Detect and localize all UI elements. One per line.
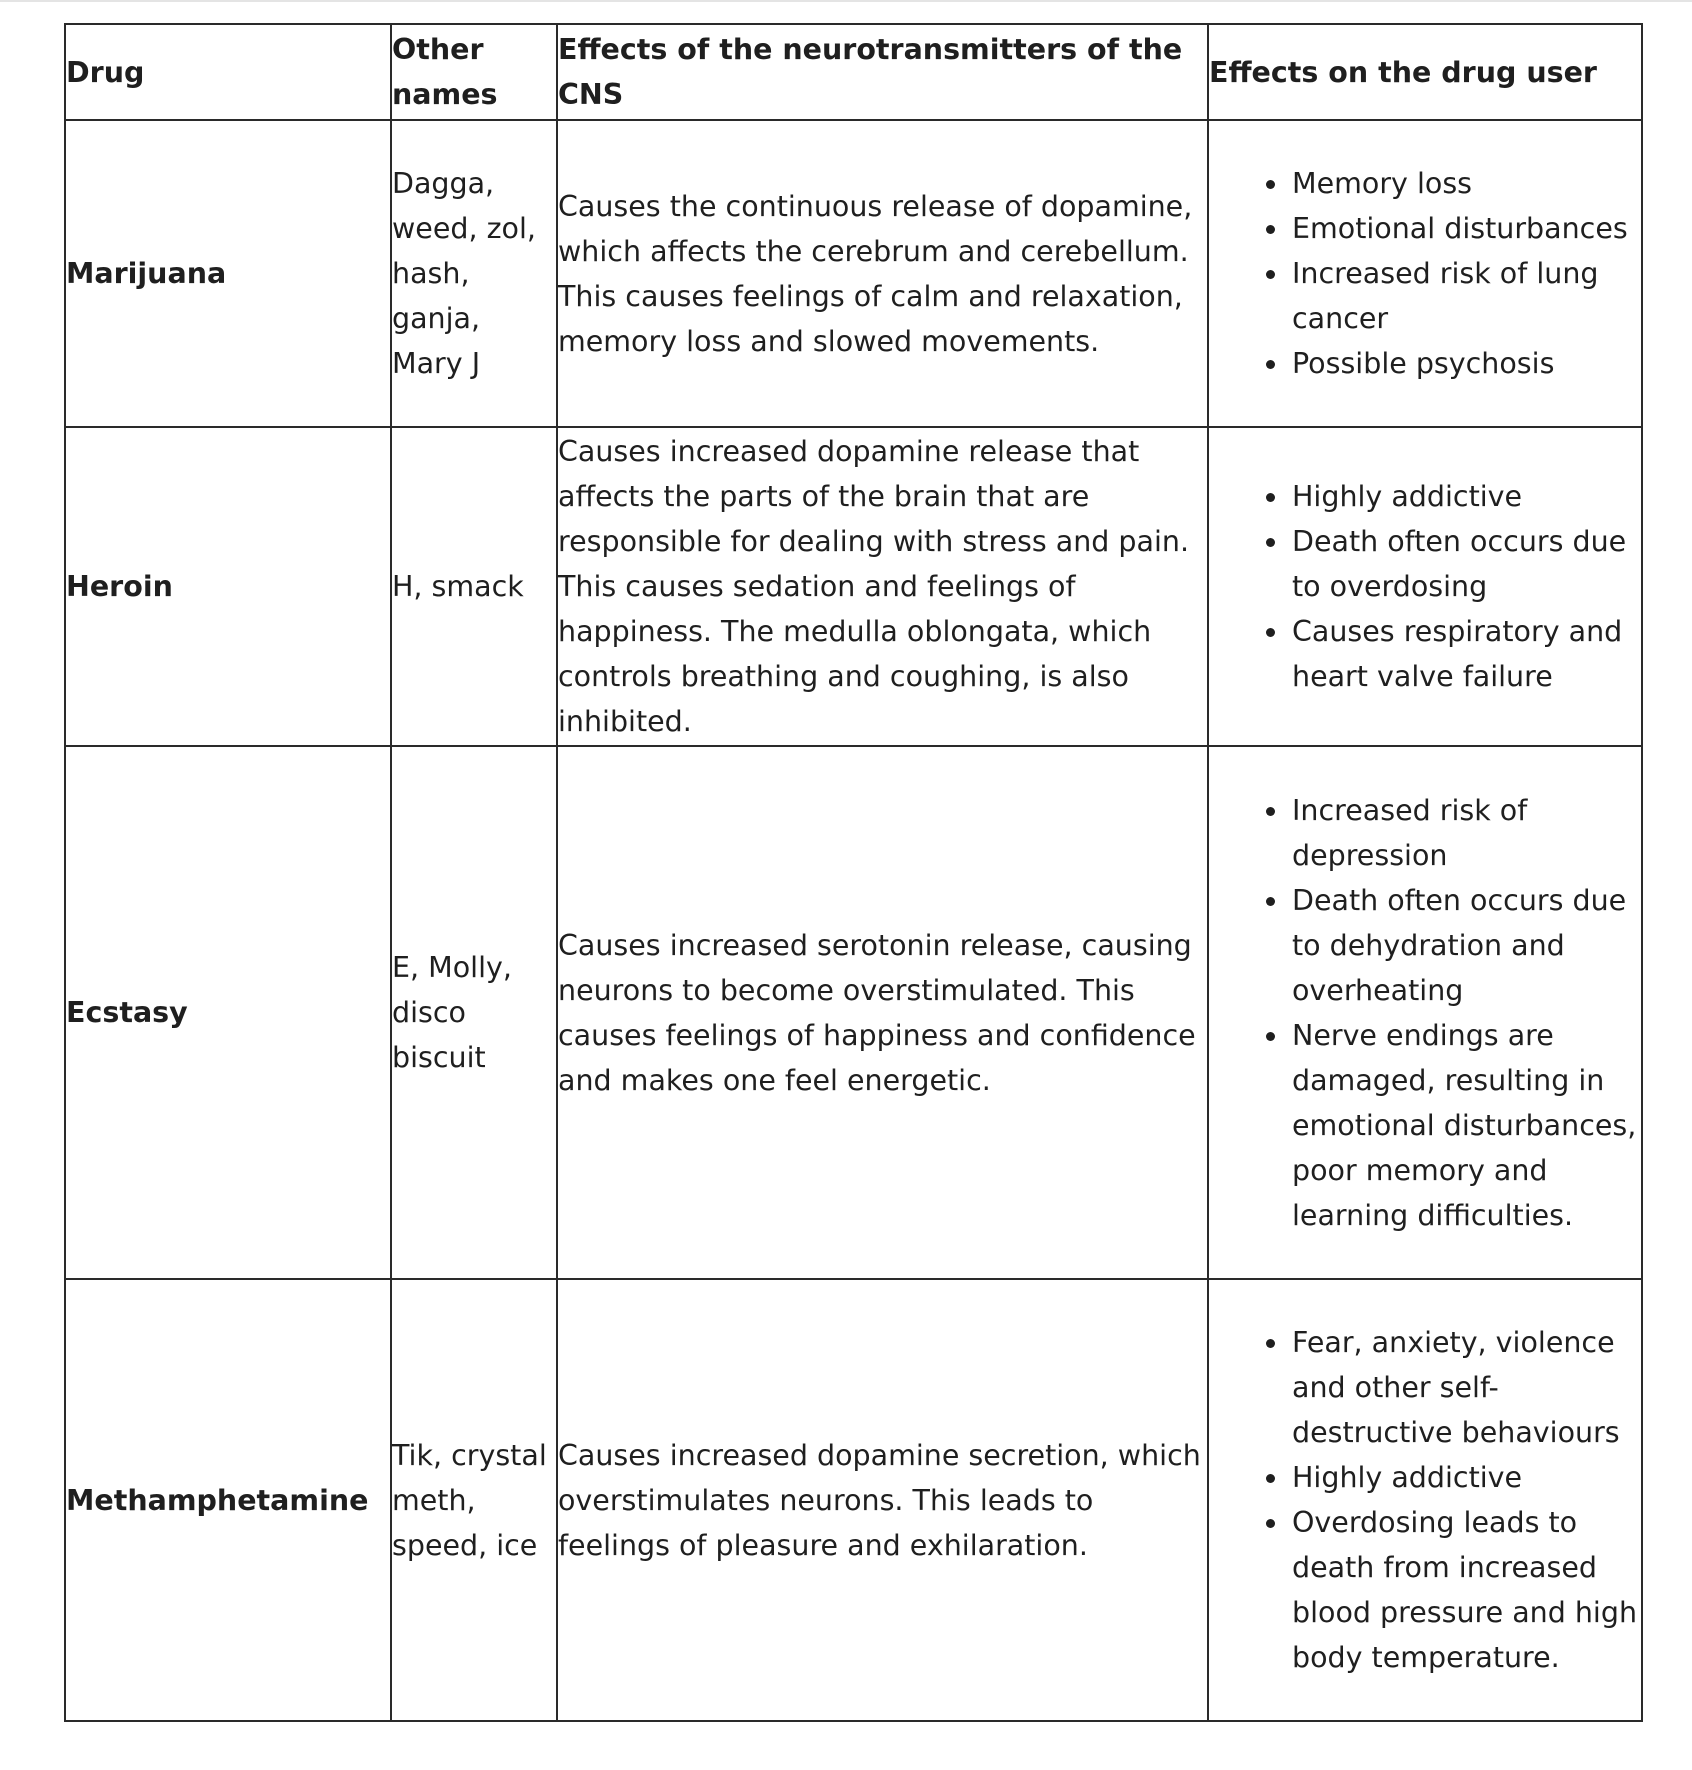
- other-names: E, Molly, disco biscuit: [391, 746, 557, 1279]
- user-effects: [1208, 746, 1642, 1279]
- drug-effects-table: [64, 23, 1643, 1722]
- user-effects-list: [1209, 474, 1641, 699]
- list-item: Increased risk of lung cancer: [1292, 251, 1641, 341]
- user-effects-list: [1209, 788, 1641, 1238]
- neuro-effects: Causes the continuous release of dopamine, which affects the cerebrum and cerebellum. This causes feelings of calm and relaxation, memory loss and slowed movements.: [557, 120, 1208, 427]
- top-divider: [0, 0, 1692, 2]
- table-row: [65, 427, 1642, 746]
- list-item: Nerve endings are damaged, resulting in emotional disturbances, poor memory and learning difficulties.: [1292, 1013, 1641, 1238]
- list-item: Causes respiratory and heart valve failure: [1292, 609, 1641, 699]
- list-item: Fear, anxiety, violence and other self-destructive behaviours: [1292, 1320, 1641, 1455]
- list-item: Highly addictive: [1292, 1455, 1641, 1500]
- header-user-effects: Effects on the drug user: [1208, 24, 1642, 120]
- list-item: Death often occurs due to overdosing: [1292, 519, 1641, 609]
- other-names: Dagga, weed, zol, hash, ganja, Mary J: [391, 120, 557, 427]
- user-effects: [1208, 427, 1642, 746]
- table-row: [65, 746, 1642, 1279]
- other-names: Tik, crystal meth, speed, ice: [391, 1279, 557, 1721]
- user-effects: [1208, 1279, 1642, 1721]
- table-row: [65, 120, 1642, 427]
- drug-name: Ecstasy: [65, 746, 391, 1279]
- list-item: Increased risk of depression: [1292, 788, 1641, 878]
- header-neuro-effects: Effects of the neurotransmitters of the CNS: [557, 24, 1208, 120]
- list-item: Highly addictive: [1292, 474, 1641, 519]
- header-other-names: Other names: [391, 24, 557, 120]
- header-row: [65, 24, 1642, 120]
- list-item: Overdosing leads to death from increased blood pressure and high body temperature.: [1292, 1500, 1641, 1680]
- drug-name: Marijuana: [65, 120, 391, 427]
- user-effects-list: [1209, 161, 1641, 386]
- table-row: [65, 1279, 1642, 1721]
- header-drug: Drug: [65, 24, 391, 120]
- user-effects: [1208, 120, 1642, 427]
- list-item: Death often occurs due to dehydration and overheating: [1292, 878, 1641, 1013]
- neuro-effects: Causes increased serotonin release, causing neurons to become overstimulated. This causes feelings of happiness and confidence and makes one feel energetic.: [557, 746, 1208, 1279]
- list-item: Memory loss: [1292, 161, 1641, 206]
- drug-name: Heroin: [65, 427, 391, 746]
- list-item: Emotional disturbances: [1292, 206, 1641, 251]
- other-names: H, smack: [391, 427, 557, 746]
- user-effects-list: [1209, 1320, 1641, 1680]
- list-item: Possible psychosis: [1292, 341, 1641, 386]
- drug-name: Methamphetamine: [65, 1279, 391, 1721]
- neuro-effects: Causes increased dopamine secretion, which overstimulates neurons. This leads to feelings of pleasure and exhilaration.: [557, 1279, 1208, 1721]
- neuro-effects: Causes increased dopamine release that affects the parts of the brain that are responsible for dealing with stress and pain. This causes sedation and feelings of happiness. The medulla oblongata, which controls breathing and coughing, is also inhibited.: [557, 427, 1208, 746]
